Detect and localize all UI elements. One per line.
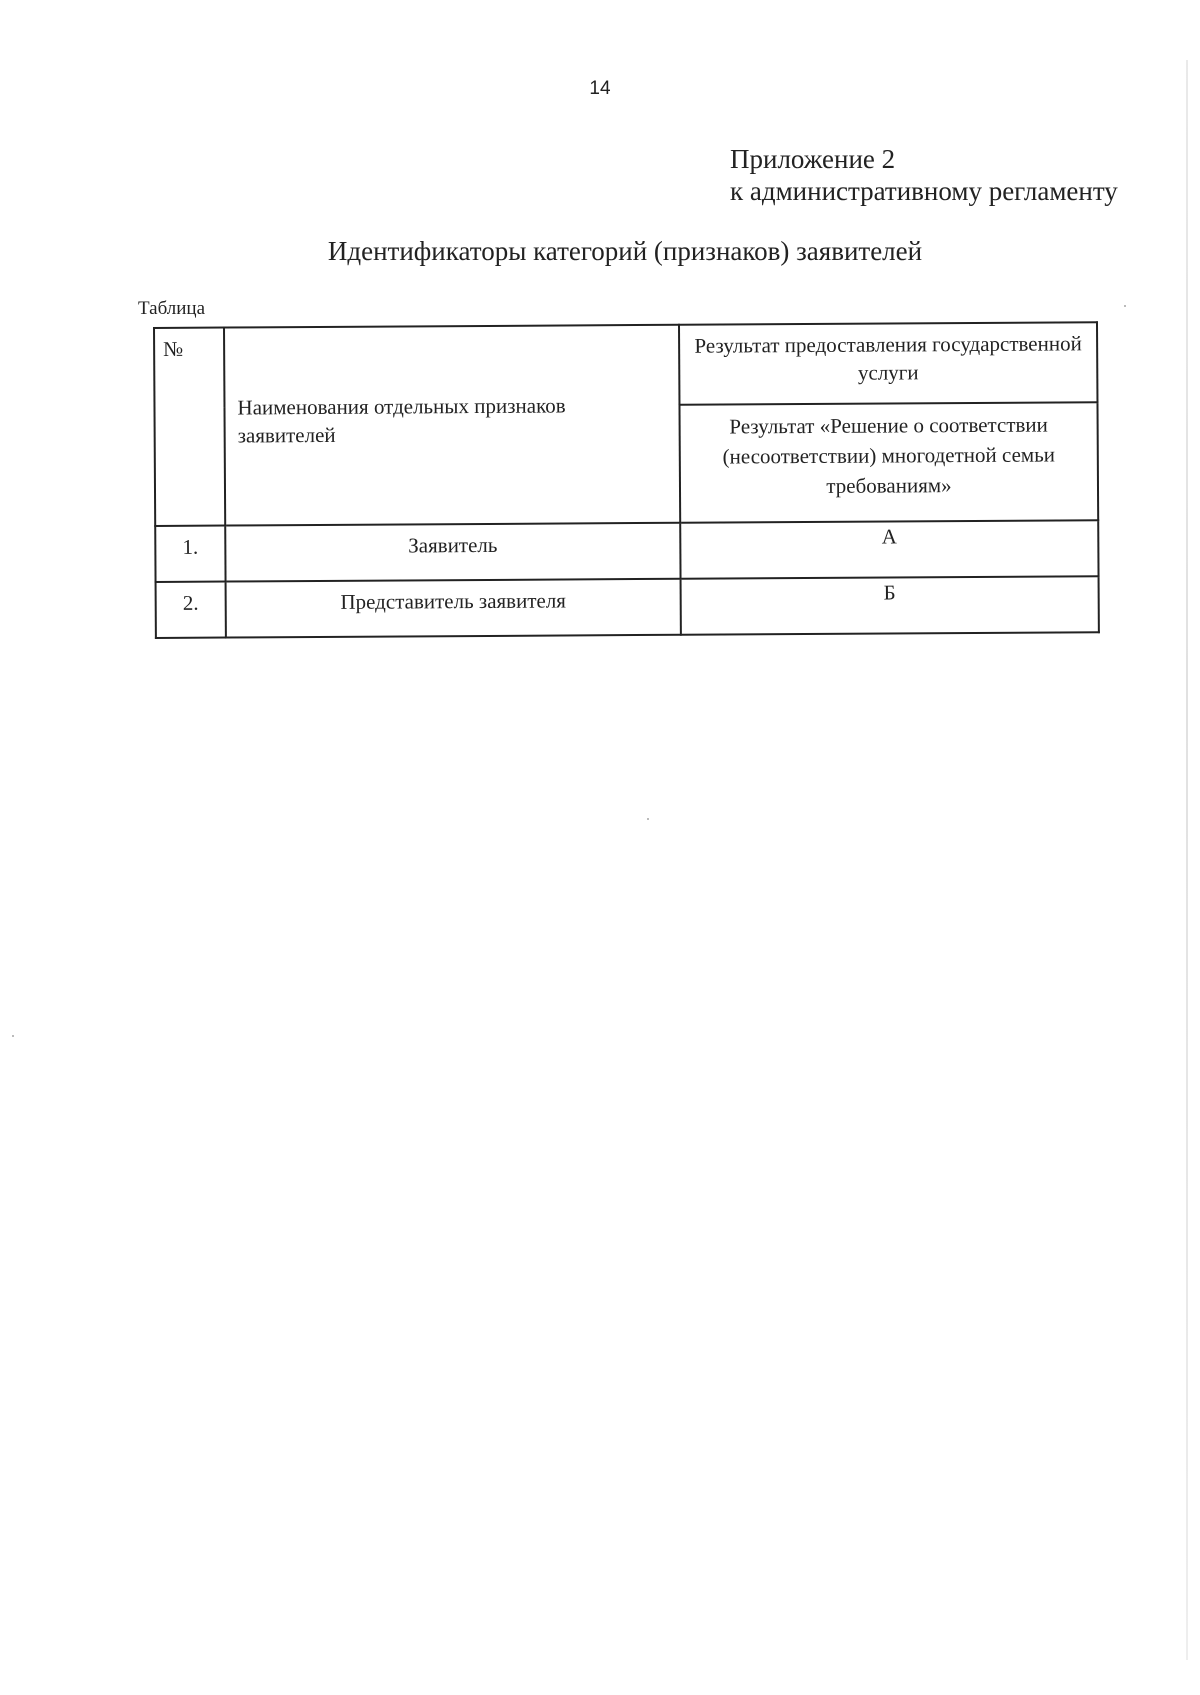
header-name: Наименования отдельных признаков заявителей	[224, 325, 680, 526]
table-row	[155, 520, 1098, 582]
row-result: А	[680, 520, 1098, 579]
document-title: Идентификаторы категорий (признаков) заявителей	[327, 236, 923, 266]
row-number: 1.	[155, 526, 225, 582]
scan-speck	[1124, 305, 1126, 307]
header-number: №	[154, 328, 225, 526]
row-name: Представитель заявителя	[226, 579, 681, 638]
appendix-line-2: к административному регламенту	[730, 176, 1118, 206]
header-result-group: Результат предоставления государственной услуги	[679, 322, 1097, 405]
table-header-row	[154, 322, 1097, 408]
row-name: Заявитель	[225, 523, 680, 582]
scan-speck	[12, 1035, 14, 1037]
table-container	[153, 321, 1098, 639]
appendix-line-1: Приложение 2	[730, 144, 896, 174]
page-number: 14	[589, 78, 611, 99]
scan-speck	[647, 818, 649, 820]
header-result-sub: Результат «Решение о соответствии (несоответствии) многодетной семьи требованиям»	[679, 402, 1098, 523]
appendix-header	[730, 143, 1118, 207]
applicant-categories-table	[153, 321, 1100, 639]
table-caption: Таблица	[138, 298, 206, 319]
row-result: Б	[681, 576, 1099, 635]
table-row	[156, 576, 1099, 638]
row-number: 2.	[156, 582, 226, 638]
scan-edge-mark	[1186, 60, 1188, 1660]
